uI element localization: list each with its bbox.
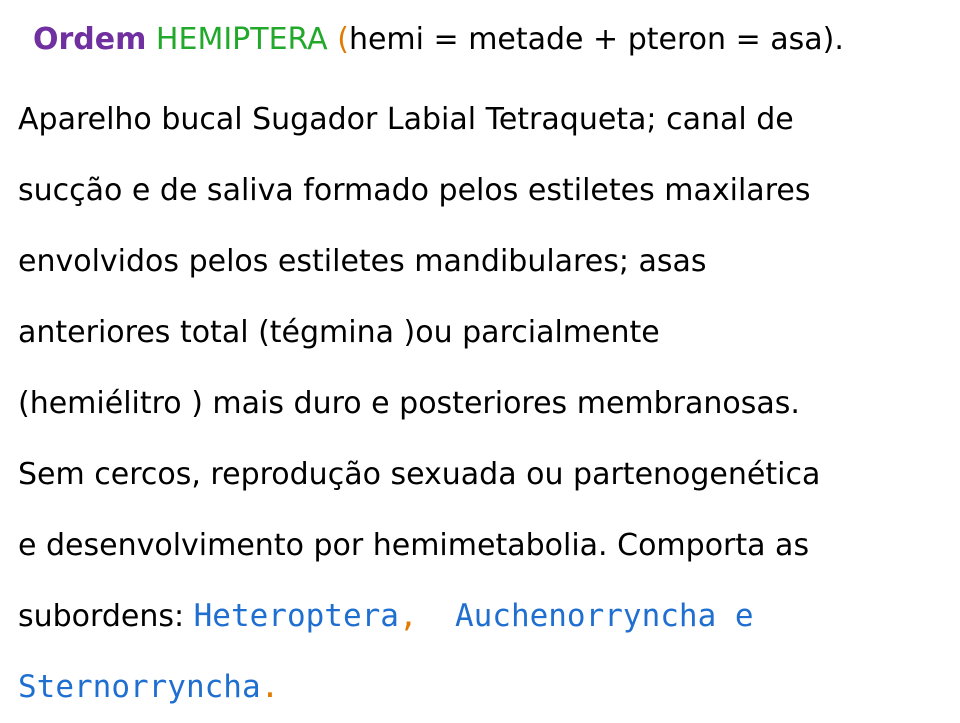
final-period: .: [260, 669, 280, 705]
taxon-heteroptera: Heteroptera: [193, 598, 399, 634]
title-ordem: Ordem: [33, 22, 147, 57]
suborders-line-2: [18, 652, 953, 723]
taxon-conjunction: e: [716, 598, 754, 634]
body-text: [18, 84, 953, 723]
title-order-name: HEMIPTERA: [146, 22, 328, 57]
taxon-auchenorryncha: Auchenorryncha: [417, 598, 717, 634]
body-line: (hemiélitro ) mais duro e posteriores membranosas.: [18, 386, 800, 421]
body-line: Aparelho bucal Sugador Labial Tetraqueta; canal de: [18, 102, 794, 137]
taxon-sternorryncha: Sternorryncha: [18, 669, 261, 705]
body-line: e desenvolvimento por hemimetabolia. Comporta as: [18, 528, 810, 563]
slide-title: [33, 18, 844, 62]
body-line: Sem cercos, reprodução sexuada ou partenogenética: [18, 457, 821, 492]
title-etymology: hemi = metade + pteron = asa).: [348, 22, 844, 57]
body-line: anteriores total (tégmina )ou parcialmente: [18, 315, 660, 350]
title-paren-open: (: [327, 22, 349, 57]
taxon-comma: ,: [398, 598, 418, 634]
suborders-line: [18, 581, 953, 652]
suborders-prefix: subordens:: [18, 599, 194, 634]
body-line: envolvidos pelos estiletes mandibulares; asas: [18, 244, 707, 279]
body-line: sucção e de saliva formado pelos estiletes maxilares: [18, 173, 811, 208]
